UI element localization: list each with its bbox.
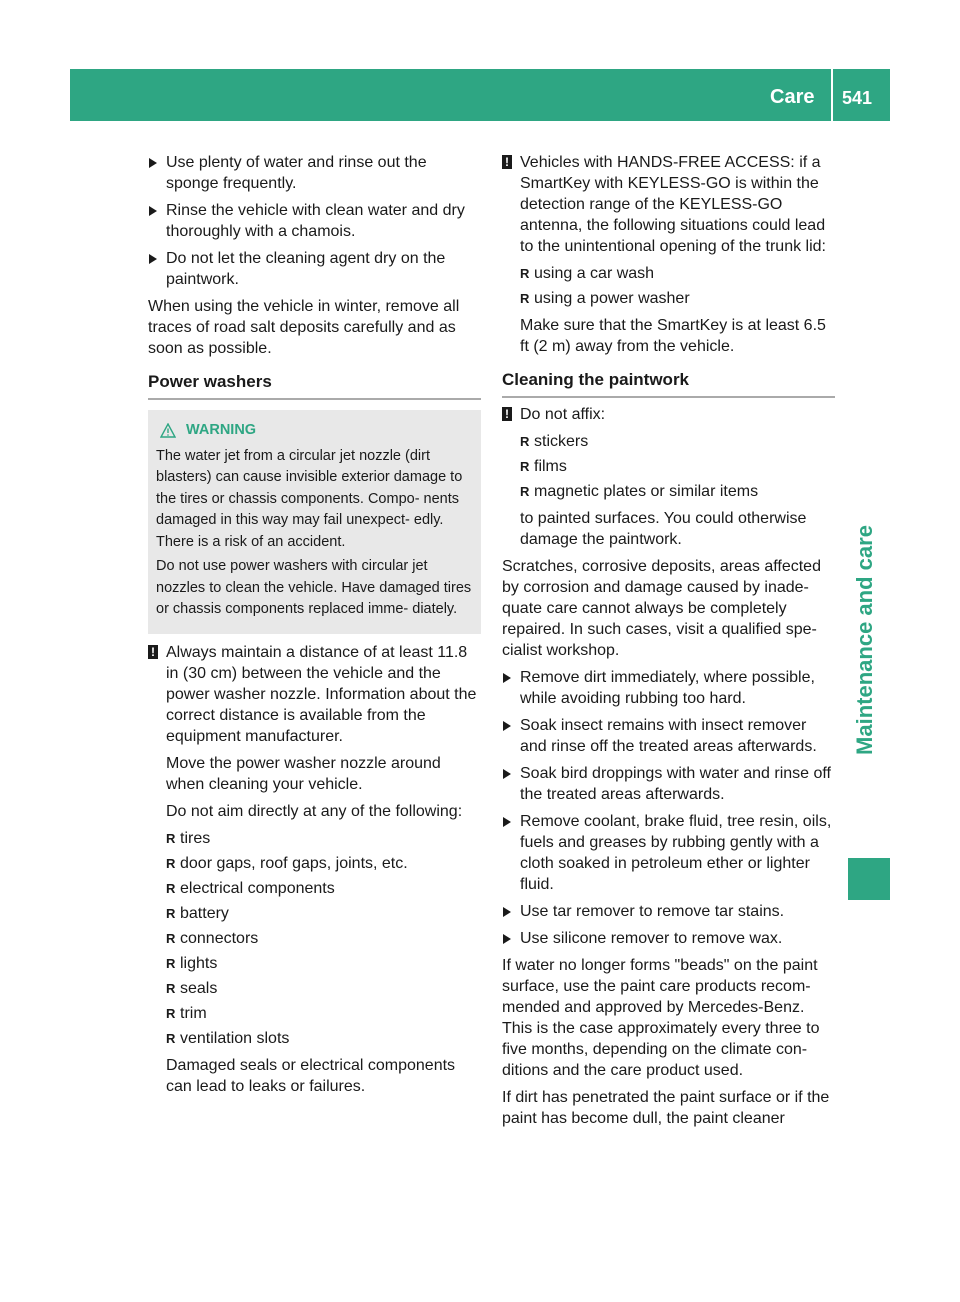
list-item: R seals [166,978,481,999]
bullet-list [520,263,835,309]
notice-text: to painted surfaces. You could otherwise damage the paintwork. [520,510,807,548]
header-bar [70,69,890,121]
section-heading-cleaning-paintwork: Cleaning the paintwork [502,369,835,398]
page-section-title: Care [770,86,815,108]
list-item: R ventilation slots [166,1028,481,1049]
notice-text: Damaged seals or electrical components can lead to leaks or failures. [166,1056,456,1095]
warning-triangle-icon [160,423,176,438]
notice-text: Do not aim directly at any of the following: [166,802,463,820]
notice-text: Make sure that the SmartKey is at least 6.5 ft (2 m) away from the vehicle. [520,317,826,355]
instruction-step: Soak insect remains with insect remover and rinse off the treated areas afterwards. [502,715,835,757]
instruction-step: Do not let the cleaning agent dry on the paintwork. [148,248,481,290]
notice-keyless-go [502,152,835,357]
instruction-step: Rinse the vehicle with clean water and dry thoroughly with a chamois. [148,200,481,242]
exclamation-icon: ! [148,645,158,659]
warning-box [148,410,481,634]
list-item: R stickers [520,431,835,452]
list-item: R connectors [166,928,481,949]
page-number: 541 [842,88,873,108]
header-divider [831,69,833,121]
list-item: R door gaps, roof gaps, joints, etc. [166,853,481,874]
instruction-step: Use tar remover to remove tar stains. [502,901,835,922]
instruction-step: Remove dirt immediately, where possible, while avoiding rubbing too hard. [502,667,835,709]
notice-affix [502,404,835,550]
list-item: R lights [166,953,481,974]
instruction-step: Remove coolant, brake fluid, tree resin, oils, fuels and greases by rubbing gently with a cloth soaked in petroleum ether or lighter fluid. [502,811,835,895]
notice-text: Move the power washer nozzle around when cleaning your vehicle. [166,754,441,793]
side-chapter-label: Maintenance and care [852,525,877,755]
left-column [148,152,481,1103]
paragraph-beads: If water no longer forms "beads" on the paint surface, use the paint care products recom- mended and approved by Mercedes-Benz. This is the case approximately every three to five months, depending on the climate con- ditions and the care product used. [502,957,820,1079]
warning-label: WARNING [186,422,257,438]
side-chapter-marker [848,858,890,900]
list-item: R battery [166,903,481,924]
exclamation-icon: ! [502,407,512,421]
bullet-list [166,828,481,1049]
exclamation-icon: ! [502,155,512,169]
bullet-list [520,431,835,502]
instruction-step: Soak bird droppings with water and rinse off the treated areas afterwards. [502,763,835,805]
instruction-step: Use silicone remover to remove wax. [502,928,835,949]
paragraph-dirt: If dirt has penetrated the paint surface or if the paint has become dull, the paint cleaner [502,1089,830,1127]
list-item: R using a car wash [520,263,835,284]
notice-text: Always maintain a distance of at least 11.8 in (30 cm) between the vehicle and the power washer nozzle. Information about the correct distance is available from the equipment manufacturer. [166,643,477,745]
notice-power-washer [148,642,481,1097]
list-item: R electrical components [166,878,481,899]
instruction-step: Use plenty of water and rinse out the sponge frequently. [148,152,481,194]
notice-text: Do not affix: [520,406,606,423]
warning-text: The water jet from a circular jet nozzle (dirt blasters) can cause invisible exterior damage to the tires or chassis components. Compo- nents damaged in this way may fail unexpect- edly. There is a risk of an accident. [156,447,463,550]
warning-heading [160,420,473,442]
list-item: R magnetic plates or similar items [520,481,835,502]
warning-text: Do not use power washers with circular jet nozzles to clean the vehicle. Have damaged tires or chassis components replaced imme- diately. [156,558,472,617]
right-column [502,152,835,1135]
list-item: R tires [166,828,481,849]
list-item: R trim [166,1003,481,1024]
list-item: R films [520,456,835,477]
side-chapter-tab [845,450,885,830]
notice-text: Vehicles with HANDS-FREE ACCESS: if a SmartKey with KEYLESS-GO is within the detection range of the KEYLESS-GO antenna, the following situations could lead to the unintentional opening of the trunk lid: [520,154,826,255]
list-item: R using a power washer [520,288,835,309]
section-heading-power-washers: Power washers [148,371,481,400]
paragraph-winter: When using the vehicle in winter, remove all traces of road salt deposits carefully and as soon as possible. [148,298,460,357]
paragraph-scratches: Scratches, corrosive deposits, areas affected by corrosion and damage caused by inade- quate care cannot always be completely repaired. In such cases, visit a qualified spe- cialist workshop. [502,558,821,659]
